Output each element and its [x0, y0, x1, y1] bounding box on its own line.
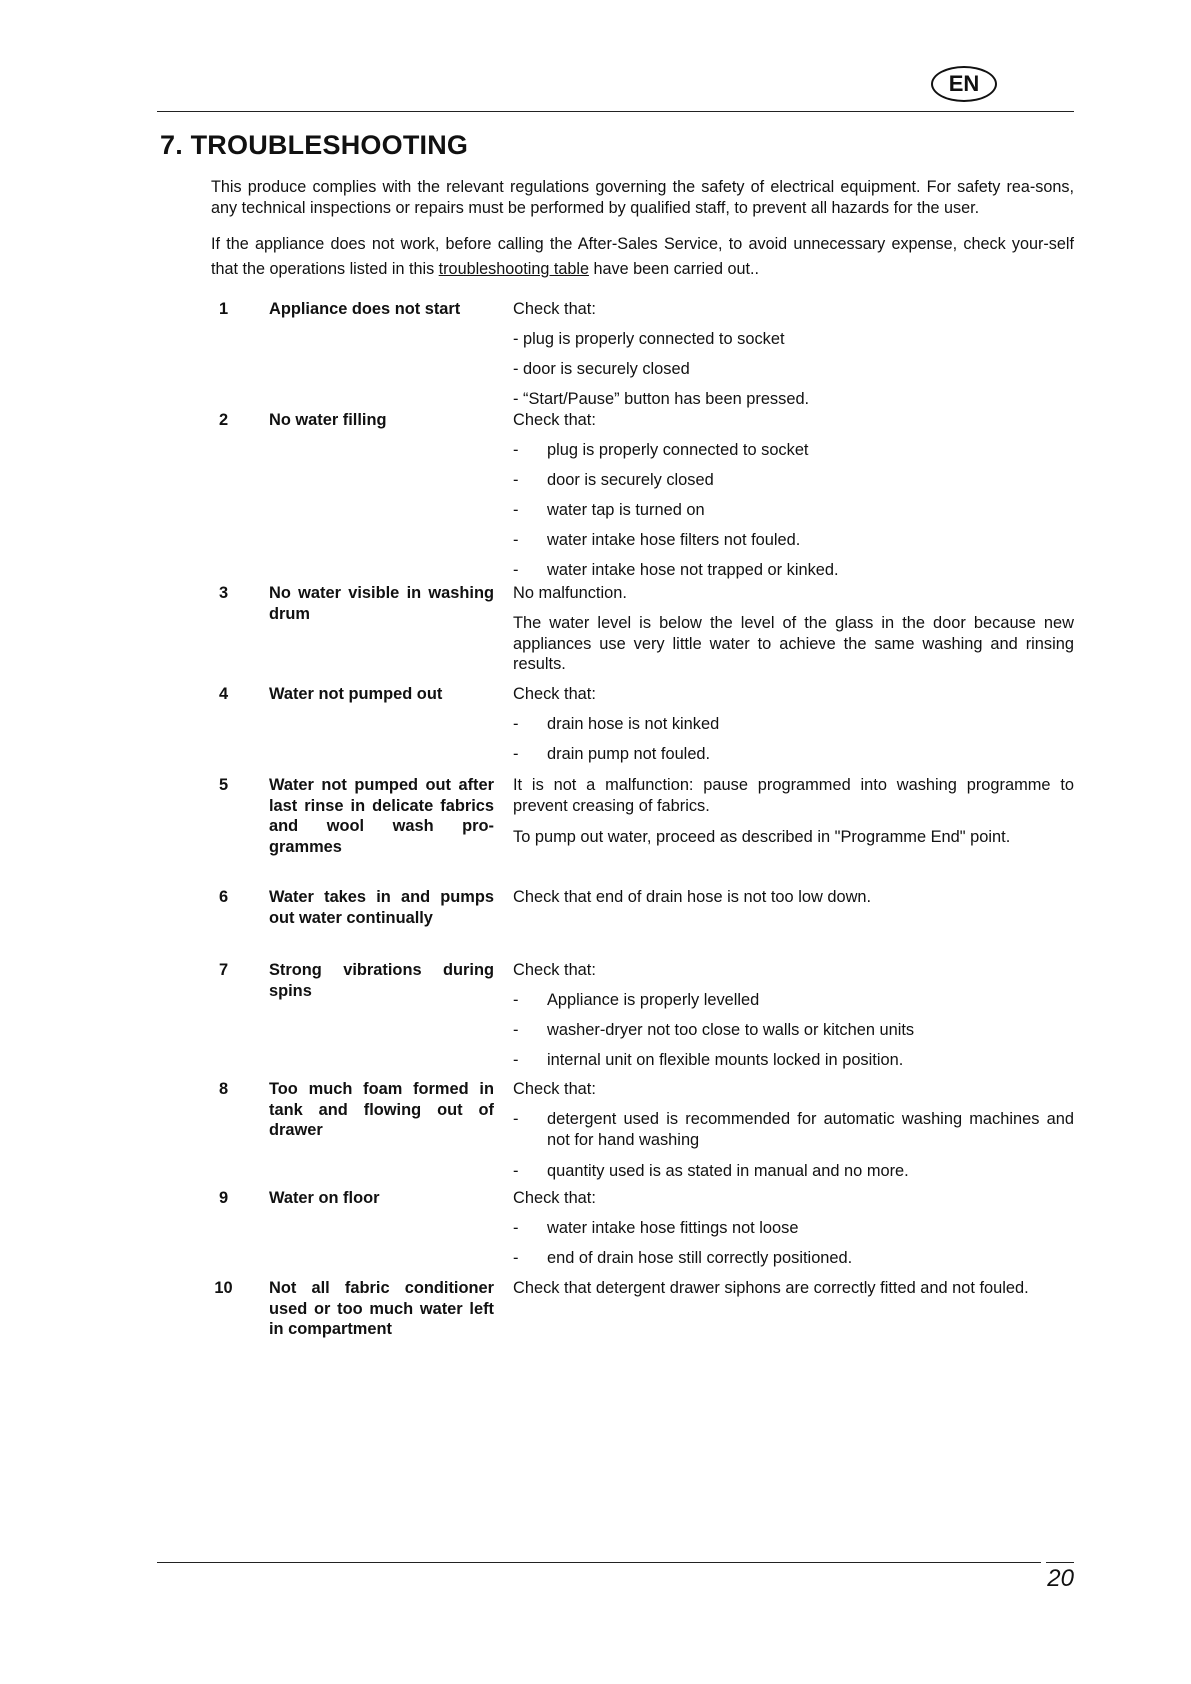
troubleshooting-table: [200, 297, 1074, 1346]
remedy-bullet: [513, 1159, 1074, 1189]
row-number: 10: [214, 1279, 233, 1297]
dash-marker: -: [513, 471, 519, 489]
remedy-bullet: [513, 1107, 1074, 1159]
section-title: 7. TROUBLESHOOTING: [160, 130, 469, 160]
table-row: [200, 682, 1074, 773]
problem-text: Not all fabric conditioner used or too much water left in compartment: [269, 1279, 494, 1338]
dash-marker: -: [513, 1021, 519, 1039]
table-row: [200, 1077, 1074, 1186]
footer-rule: [157, 1562, 1041, 1563]
remedy: [513, 408, 1074, 581]
remedy: [513, 958, 1074, 1077]
remedy-paragraph: It is not a malfunction: pause programmed into washing programme to prevent creasing of fabrics.: [513, 776, 1074, 815]
problem-text: Strong vibrations during spins: [269, 961, 494, 1000]
problem-text: No water visible in washing drum: [269, 584, 494, 623]
row-number: 9: [218, 1189, 229, 1207]
dash-marker: -: [513, 991, 519, 1009]
problem-text: Water not pumped out: [269, 685, 443, 703]
page-number: 20: [1047, 1565, 1074, 1592]
dash-marker: -: [513, 745, 519, 763]
problem-text: Too much foam formed in tank and flowing out of drawer: [269, 1080, 494, 1139]
table-row: [200, 581, 1074, 682]
remedy-line: No malfunction.: [513, 584, 627, 602]
remedy-bullet: [513, 498, 1074, 528]
table-row: [200, 1186, 1074, 1276]
row-number: 5: [218, 776, 229, 794]
table-row: [200, 1276, 1074, 1346]
remedy: [513, 581, 1074, 682]
page-number-rule: [1046, 1562, 1074, 1563]
remedy-bullet: [513, 742, 1074, 772]
bullet-text: water intake hose not trapped or kinked.: [547, 561, 839, 579]
header-rule: [157, 111, 1074, 112]
remedy: [513, 1186, 1074, 1276]
problem-text: Water on floor: [269, 1189, 380, 1207]
problem-text: Water takes in and pumps out water continually: [269, 888, 494, 927]
remedy: [513, 297, 1074, 408]
remedy-line: Check that:: [513, 1189, 596, 1207]
remedy-paragraph: Check that end of drain hose is not too low down.: [513, 888, 872, 906]
remedy: [513, 773, 1074, 885]
dash-marker: -: [513, 531, 519, 549]
remedy-line: Check that:: [513, 1080, 596, 1098]
dash-marker: -: [513, 561, 519, 579]
bullet-text: quantity used is as stated in manual and no more.: [547, 1162, 909, 1180]
remedy-line: - “Start/Pause” button has been pressed.: [513, 390, 810, 408]
dash-marker: -: [513, 715, 519, 733]
dash-marker: -: [513, 1162, 519, 1180]
bullet-text: washer-dryer not too close to walls or kitchen units: [547, 1021, 915, 1039]
remedy-line: Check that:: [513, 685, 596, 703]
remedy-bullet: [513, 1246, 1074, 1276]
remedy-bullet: [513, 1216, 1074, 1246]
language-badge: EN: [931, 66, 997, 102]
row-number: 8: [218, 1080, 229, 1098]
remedy-paragraph: Check that detergent drawer siphons are correctly fitted and not fouled.: [513, 1279, 1029, 1297]
dash-marker: -: [513, 501, 519, 519]
bullet-text: detergent used is recommended for automatic washing machines and not for hand washing: [547, 1110, 1074, 1149]
troubleshooting-table-link: troubleshooting table: [438, 260, 589, 278]
dash-marker: -: [513, 1219, 519, 1237]
table-row: [200, 297, 1074, 408]
bullet-text: internal unit on flexible mounts locked in position.: [547, 1051, 904, 1069]
remedy: [513, 682, 1074, 773]
remedy-bullet: [513, 528, 1074, 558]
remedy-bullet: [513, 468, 1074, 498]
remedy-line: Check that:: [513, 961, 596, 979]
intro-text-end: have been carried out..: [588, 260, 760, 278]
bullet-text: water intake hose filters not fouled.: [547, 531, 801, 549]
dash-marker: -: [513, 1110, 519, 1128]
remedy-line: - door is securely closed: [513, 360, 690, 378]
remedy-bullet: [513, 438, 1074, 468]
remedy-line: - plug is properly connected to socket: [513, 330, 785, 348]
remedy-paragraph: The water level is below the level of the glass in the door because new appliances use very little water to achieve the same washing and rinsing results.: [513, 614, 1074, 673]
table-row: [200, 958, 1074, 1077]
dash-marker: -: [513, 441, 519, 459]
bullet-text: door is securely closed: [547, 471, 714, 489]
remedy-bullet: [513, 712, 1074, 742]
row-number: 7: [218, 961, 229, 979]
intro-text-start: If the appliance does not work, before calling the After-Sales Service, to avoid unnecessary expense, check your-self that the operations listed in this: [211, 235, 1074, 278]
remedy: [513, 1077, 1074, 1186]
bullet-text: Appliance is properly levelled: [547, 991, 760, 1009]
bullet-text: drain pump not fouled.: [547, 745, 711, 763]
remedy-line: Check that:: [513, 300, 596, 318]
row-number: 3: [218, 584, 229, 602]
dash-marker: -: [513, 1249, 519, 1267]
problem-text: No water filling: [269, 411, 387, 429]
problem-text: Appliance does not start: [269, 300, 461, 318]
intro-paragraph-safety: This produce complies with the relevant regulations governing the safety of electrical equipment. For safety rea-sons, any technical inspections or repairs must be performed by qualified staff, to prevent all hazards for the user.: [211, 178, 1074, 217]
bullet-text: plug is properly connected to socket: [547, 441, 809, 459]
intro-paragraph-check: [211, 232, 1074, 282]
remedy-line: Check that:: [513, 411, 596, 429]
table-row: [200, 408, 1074, 581]
table-row: [200, 885, 1074, 958]
remedy-bullet: [513, 988, 1074, 1018]
table-row: [200, 773, 1074, 885]
remedy: [513, 885, 1074, 958]
bullet-text: drain hose is not kinked: [547, 715, 720, 733]
problem-text: Water not pumped out after last rinse in delicate fabrics and wool wash pro-grammes: [269, 776, 494, 856]
bullet-text: water tap is turned on: [547, 501, 705, 519]
row-number: 1: [218, 300, 229, 318]
remedy-bullet: [513, 1048, 1074, 1078]
bullet-text: water intake hose fittings not loose: [547, 1219, 799, 1237]
row-number: 2: [218, 411, 229, 429]
dash-marker: -: [513, 1051, 519, 1069]
remedy-paragraph: To pump out water, proceed as described in "Programme End" point.: [513, 828, 1011, 846]
row-number: 6: [218, 888, 229, 906]
bullet-text: end of drain hose still correctly positioned.: [547, 1249, 853, 1267]
remedy-bullet: [513, 1018, 1074, 1048]
remedy: [513, 1276, 1074, 1346]
row-number: 4: [218, 685, 229, 703]
